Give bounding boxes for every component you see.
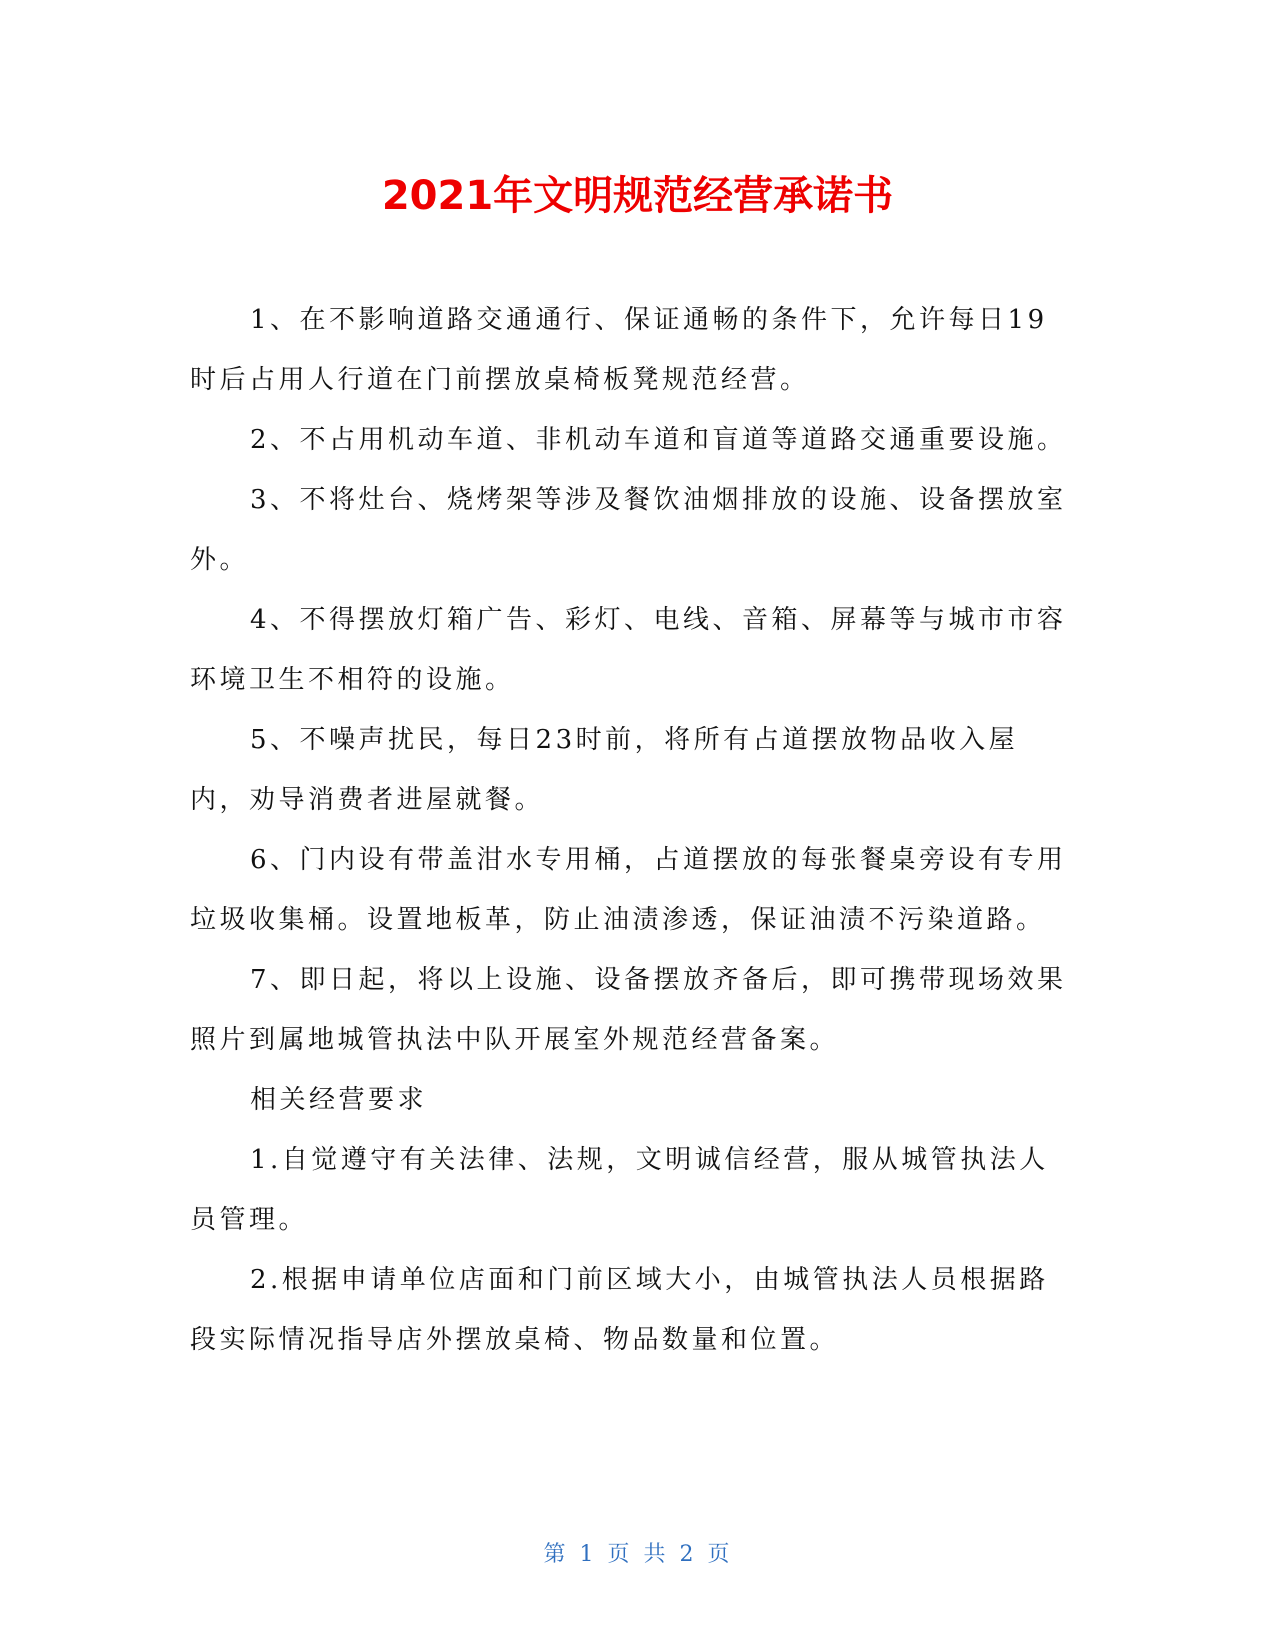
footer-label-total: 共 [643,1542,668,1567]
footer-current-page: 1 [579,1542,596,1567]
page-footer [0,1537,1275,1568]
footer-total-pages: 2 [679,1542,696,1567]
section-heading: 相关经营要求 [250,1085,428,1115]
paragraph-7: 7、即日起，将以上设施、设备摆放齐备后，即可携带现场效果照片到属地城管执法中队开展室外规范经营备案。 [190,965,1067,1055]
paragraph-5: 5、不噪声扰民，每日23时前，将所有占道摆放物品收入屋内，劝导消费者进屋就餐。 [190,725,1019,815]
paragraph-6: 6、门内设有带盖泔水专用桶，占道摆放的每张餐桌旁设有专用垃圾收集桶。设置地板革，防止油渍渗透，保证油渍不污染道路。 [190,845,1067,935]
footer-label-page: 第 [543,1542,568,1567]
paragraph-1: 1、在不影响道路交通通行、保证通畅的条件下，允许每日19时后占用人行道在门前摆放桌椅板凳规范经营。 [190,305,1048,395]
document-title: 2021年文明规范经营承诺书 [381,173,894,219]
footer-label-unit: 页 [607,1542,632,1567]
document-body [190,290,1070,1370]
requirement-1: 1.自觉遵守有关法律、法规，文明诚信经营，服从城管执法人员管理。 [190,1145,1049,1235]
footer-label-unit2: 页 [707,1542,732,1567]
requirement-2: 2.根据申请单位店面和门前区域大小，由城管执法人员根据路段实际情况指导店外摆放桌椅、物品数量和位置。 [190,1265,1049,1355]
paragraph-4: 4、不得摆放灯箱广告、彩灯、电线、音箱、屏幕等与城市市容环境卫生不相符的设施。 [190,605,1067,695]
paragraph-2: 2、不占用机动车道、非机动车道和盲道等道路交通重要设施。 [250,425,1067,455]
paragraph-3: 3、不将灶台、烧烤架等涉及餐饮油烟排放的设施、设备摆放室外。 [190,485,1067,575]
